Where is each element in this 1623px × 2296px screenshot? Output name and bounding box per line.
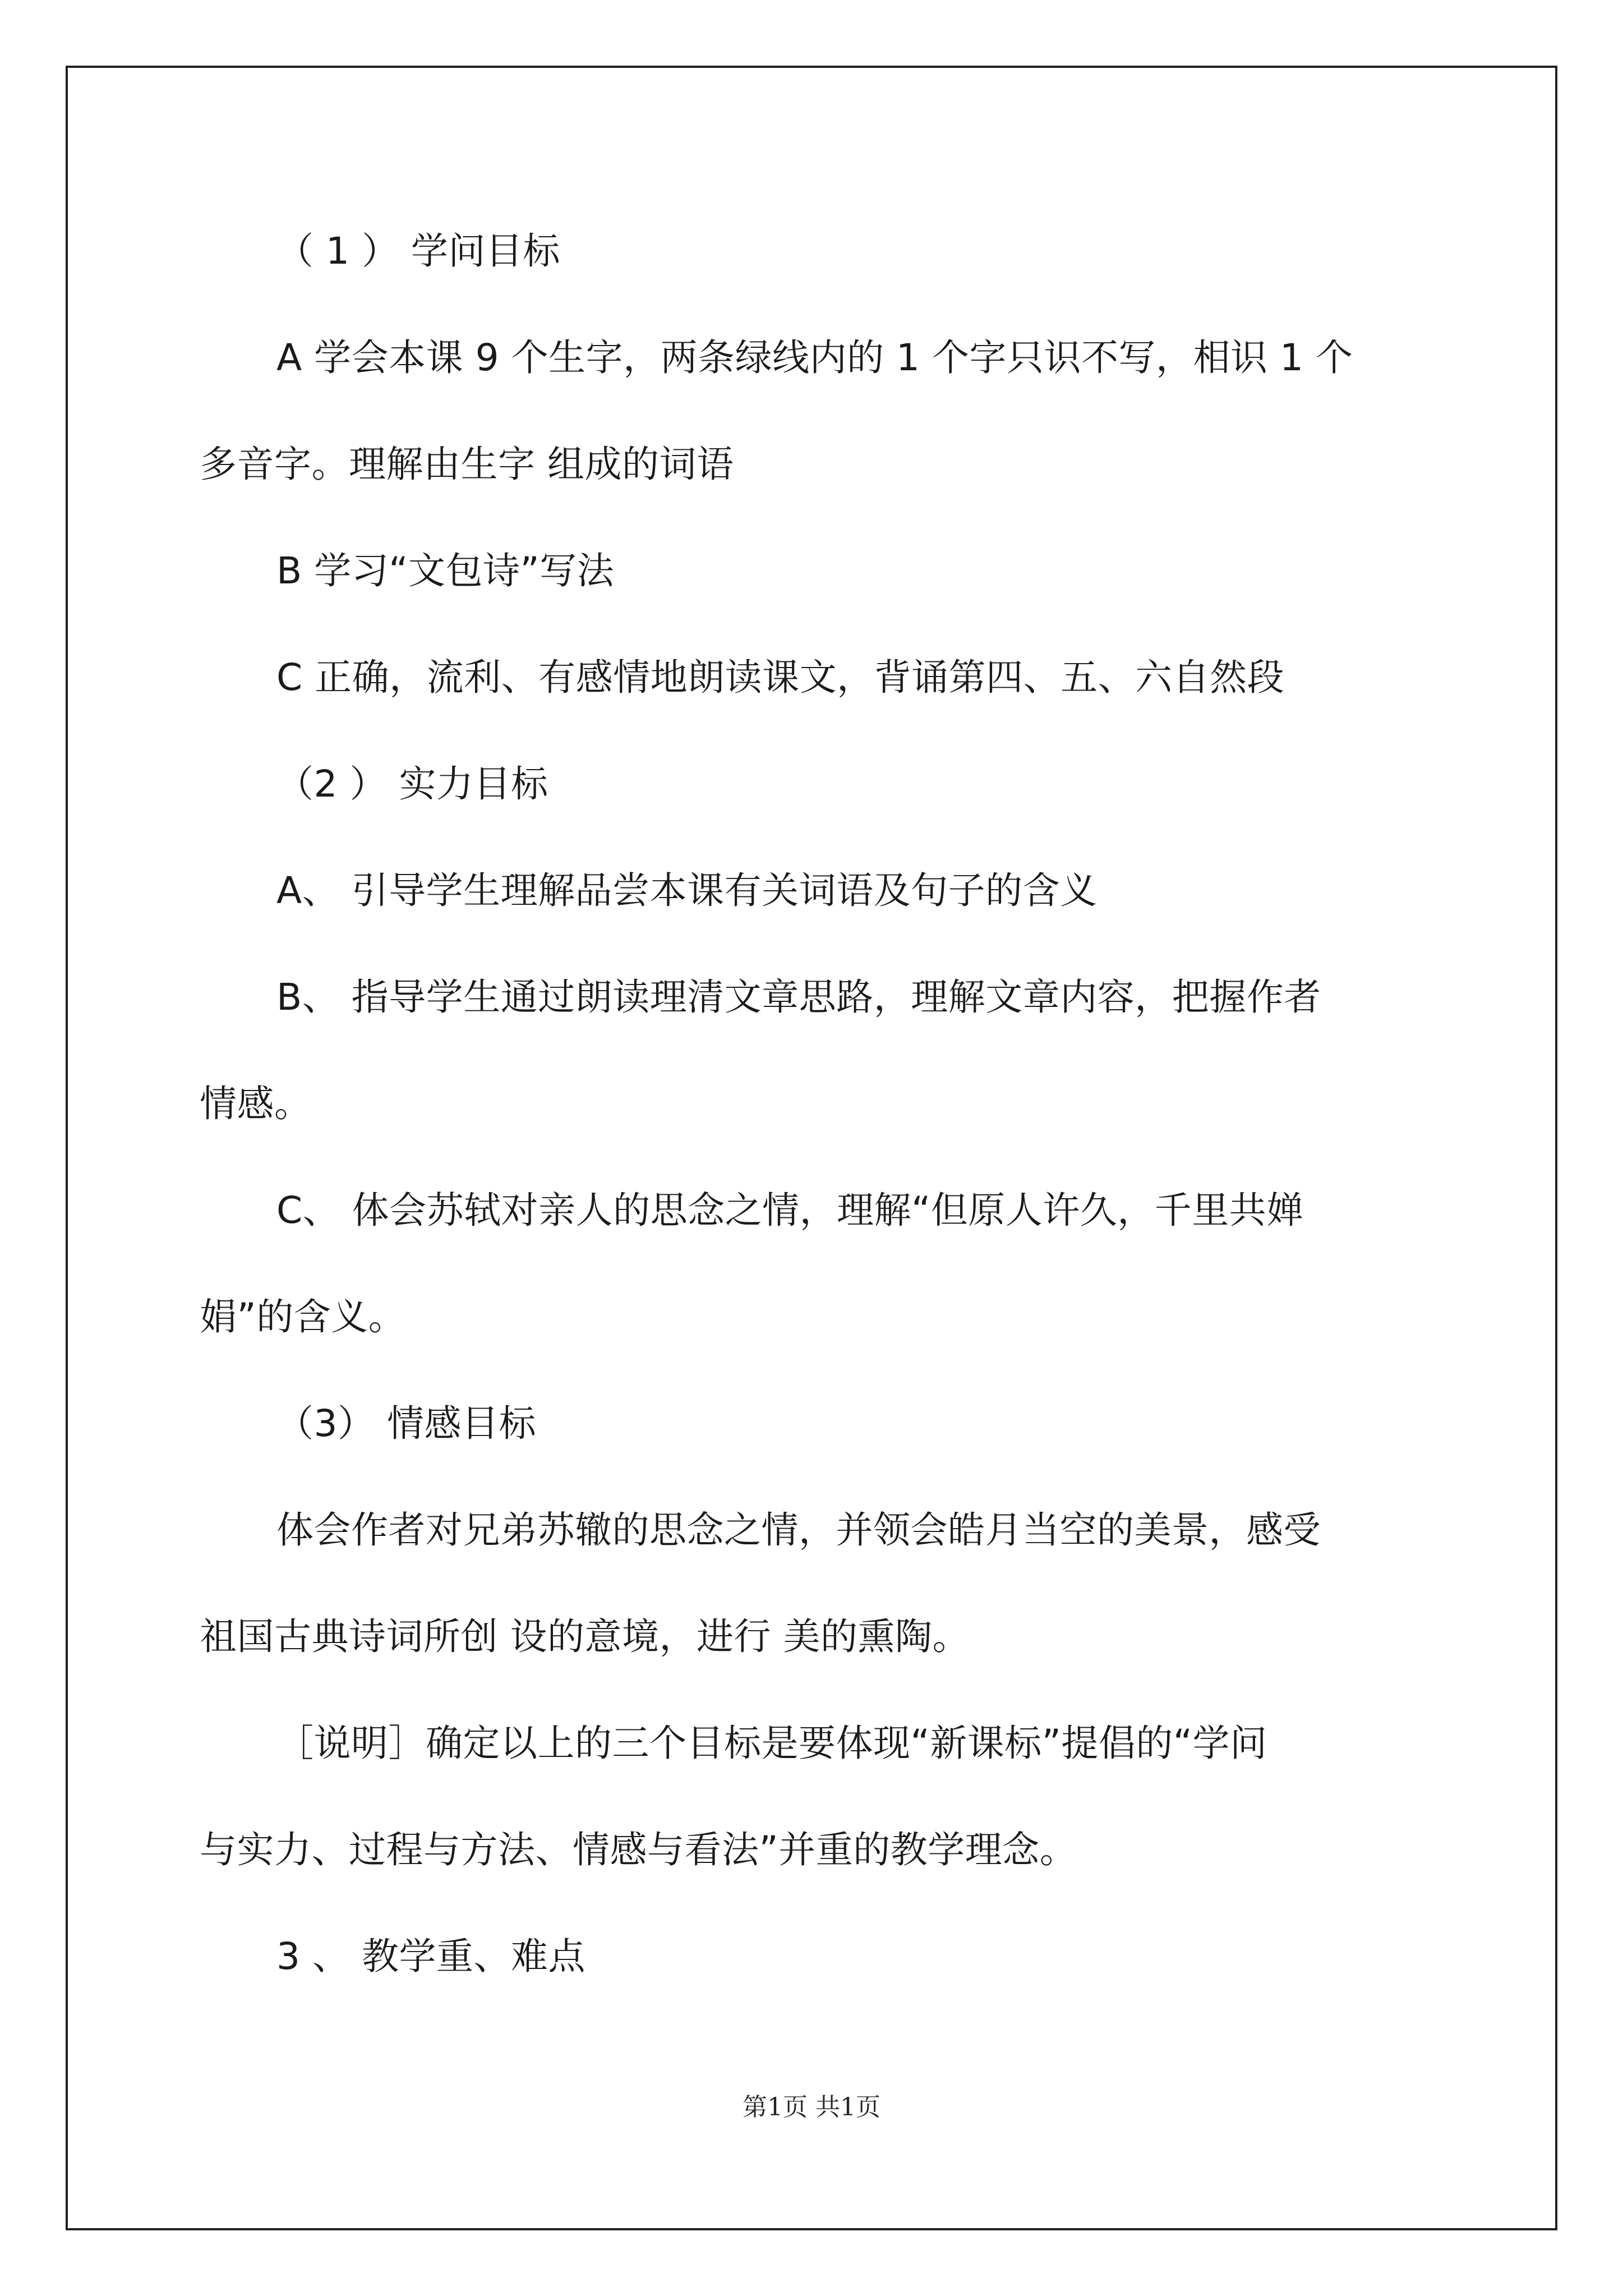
page-border — [66, 66, 1557, 2230]
paragraph-line: ［说明］确定以上的三个目标是要体现“新课标”提倡的“学问 — [276, 1722, 1267, 1765]
paragraph-line: A、 引导学生理解品尝本课有关词语及句子的含义 — [276, 869, 1098, 912]
heading-key-points: 3 、 教学重、难点 — [276, 1935, 585, 1978]
paragraph-line: 祖国古典诗词所创 设的意境，进行 美的熏陶。 — [200, 1615, 970, 1658]
paragraph-line: 与实力、过程与方法、情感与看法”并重的教学理念。 — [200, 1828, 1077, 1871]
paragraph-line: 情感。 — [200, 1082, 312, 1125]
paragraph-line: 多音字。理解由生字 组成的词语 — [200, 443, 734, 486]
paragraph-line: B 学习“文包诗”写法 — [276, 549, 615, 592]
page-number-footer: 第1页 共1页 — [743, 2093, 880, 2122]
paragraph-line: C 正确，流利、有感情地朗读课文，背诵第四、五、六自然段 — [276, 656, 1285, 699]
heading-emotion-goals: （3） 情感目标 — [276, 1402, 536, 1445]
heading-ability-goals: （2 ） 实力目标 — [276, 762, 548, 806]
paragraph-line: B、 指导学生通过朗读理清文章思路，理解文章内容，把握作者 — [276, 976, 1321, 1019]
paragraph-line: C、 体会苏轼对亲人的思念之情，理解“但原人许久，千里共婵 — [276, 1189, 1304, 1232]
paragraph-line: 娟”的含义。 — [200, 1295, 406, 1338]
heading-knowledge-goals: （ 1 ） 学问目标 — [276, 229, 560, 273]
paragraph-line: 体会作者对兄弟苏辙的思念之情，并领会皓月当空的美景，感受 — [276, 1508, 1321, 1552]
paragraph-line: A 学会本课 9 个生字，两条绿线内的 1 个字只识不写，相识 1 个 — [276, 336, 1353, 379]
